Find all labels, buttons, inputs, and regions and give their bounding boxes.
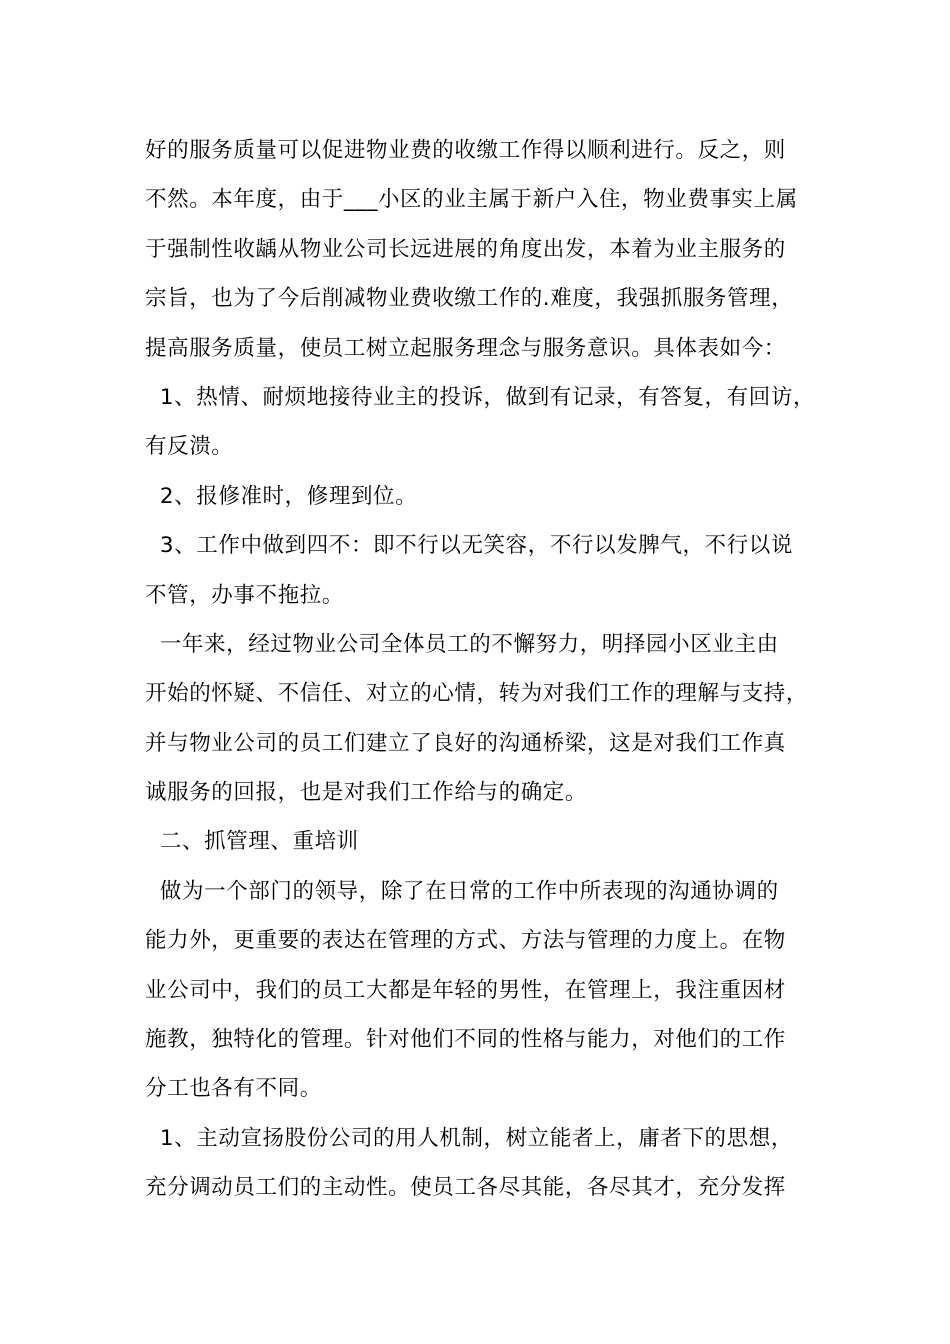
document-body [145, 126, 815, 1213]
text-line: 有反溃。 [145, 434, 234, 460]
text-line: 提高服务质量，使员工树立起服务理念与服务意识。具体表如今： [145, 335, 786, 361]
text-line: 并与物业公司的员工们建立了良好的沟通桥梁，这是对我们工作真 [145, 730, 786, 756]
text-line: 充分调动员工们的主动性。使员工各尽其能，各尽其才，充分发挥 [145, 1175, 786, 1201]
text-line: 施教，独特化的管理。针对他们不同的性格与能力，对他们的工作 [145, 1027, 786, 1053]
list-item-line: 1、热情、耐烦地接待业主的投诉，做到有记录，有答复，有回访， [145, 384, 816, 410]
text-line: 好的服务质量可以促进物业费的收缴工作得以顺利进行。反之，则 [145, 138, 786, 163]
list-item-line: 1、主动宣扬股份公司的用人机制，树立能者上，庸者下的思想， [145, 1125, 793, 1151]
text-line: 能力外，更重要的表达在管理的方式、方法与管理的力度上。在物 [145, 928, 786, 954]
text-line: 开始的怀疑、不信任、对立的心情，转为对我们工作的理解与支持， [145, 681, 809, 707]
paragraph-start-line: 一年来，经过物业公司全体员工的不懈努力，明择园小区业主由 [145, 631, 779, 657]
text-line: 不管，办事不拖拉。 [145, 582, 344, 608]
text-line: 诚服务的回报，也是对我们工作给与的确定。 [145, 780, 588, 806]
text-line: 于强制性收龋从物业公司长远进展的角度出发，本着为业主服务的 [145, 236, 786, 262]
paragraph-start-line: 做为一个部门的领导，除了在日常的工作中所表现的沟通协调的 [145, 878, 779, 904]
list-item-line: 3、工作中做到四不：即不行以无笑容，不行以发脾气，不行以说 [145, 533, 793, 559]
list-item-line: 2、报修准时，修理到位。 [145, 483, 418, 509]
text-line: 业公司中，我们的员工大都是年轻的男性，在管理上，我注重因材 [145, 977, 786, 1003]
text-line: 分工也各有不同。 [145, 1076, 322, 1102]
text-line: 不然。本年度，由于___小区的业主属于新户入住，物业费事实上属 [145, 187, 798, 213]
text-line: 宗旨，也为了今后削减物业费收缴工作的.难度，我强抓服务管理， [145, 286, 794, 312]
section-heading: 二、抓管理、重培训 [145, 829, 359, 855]
